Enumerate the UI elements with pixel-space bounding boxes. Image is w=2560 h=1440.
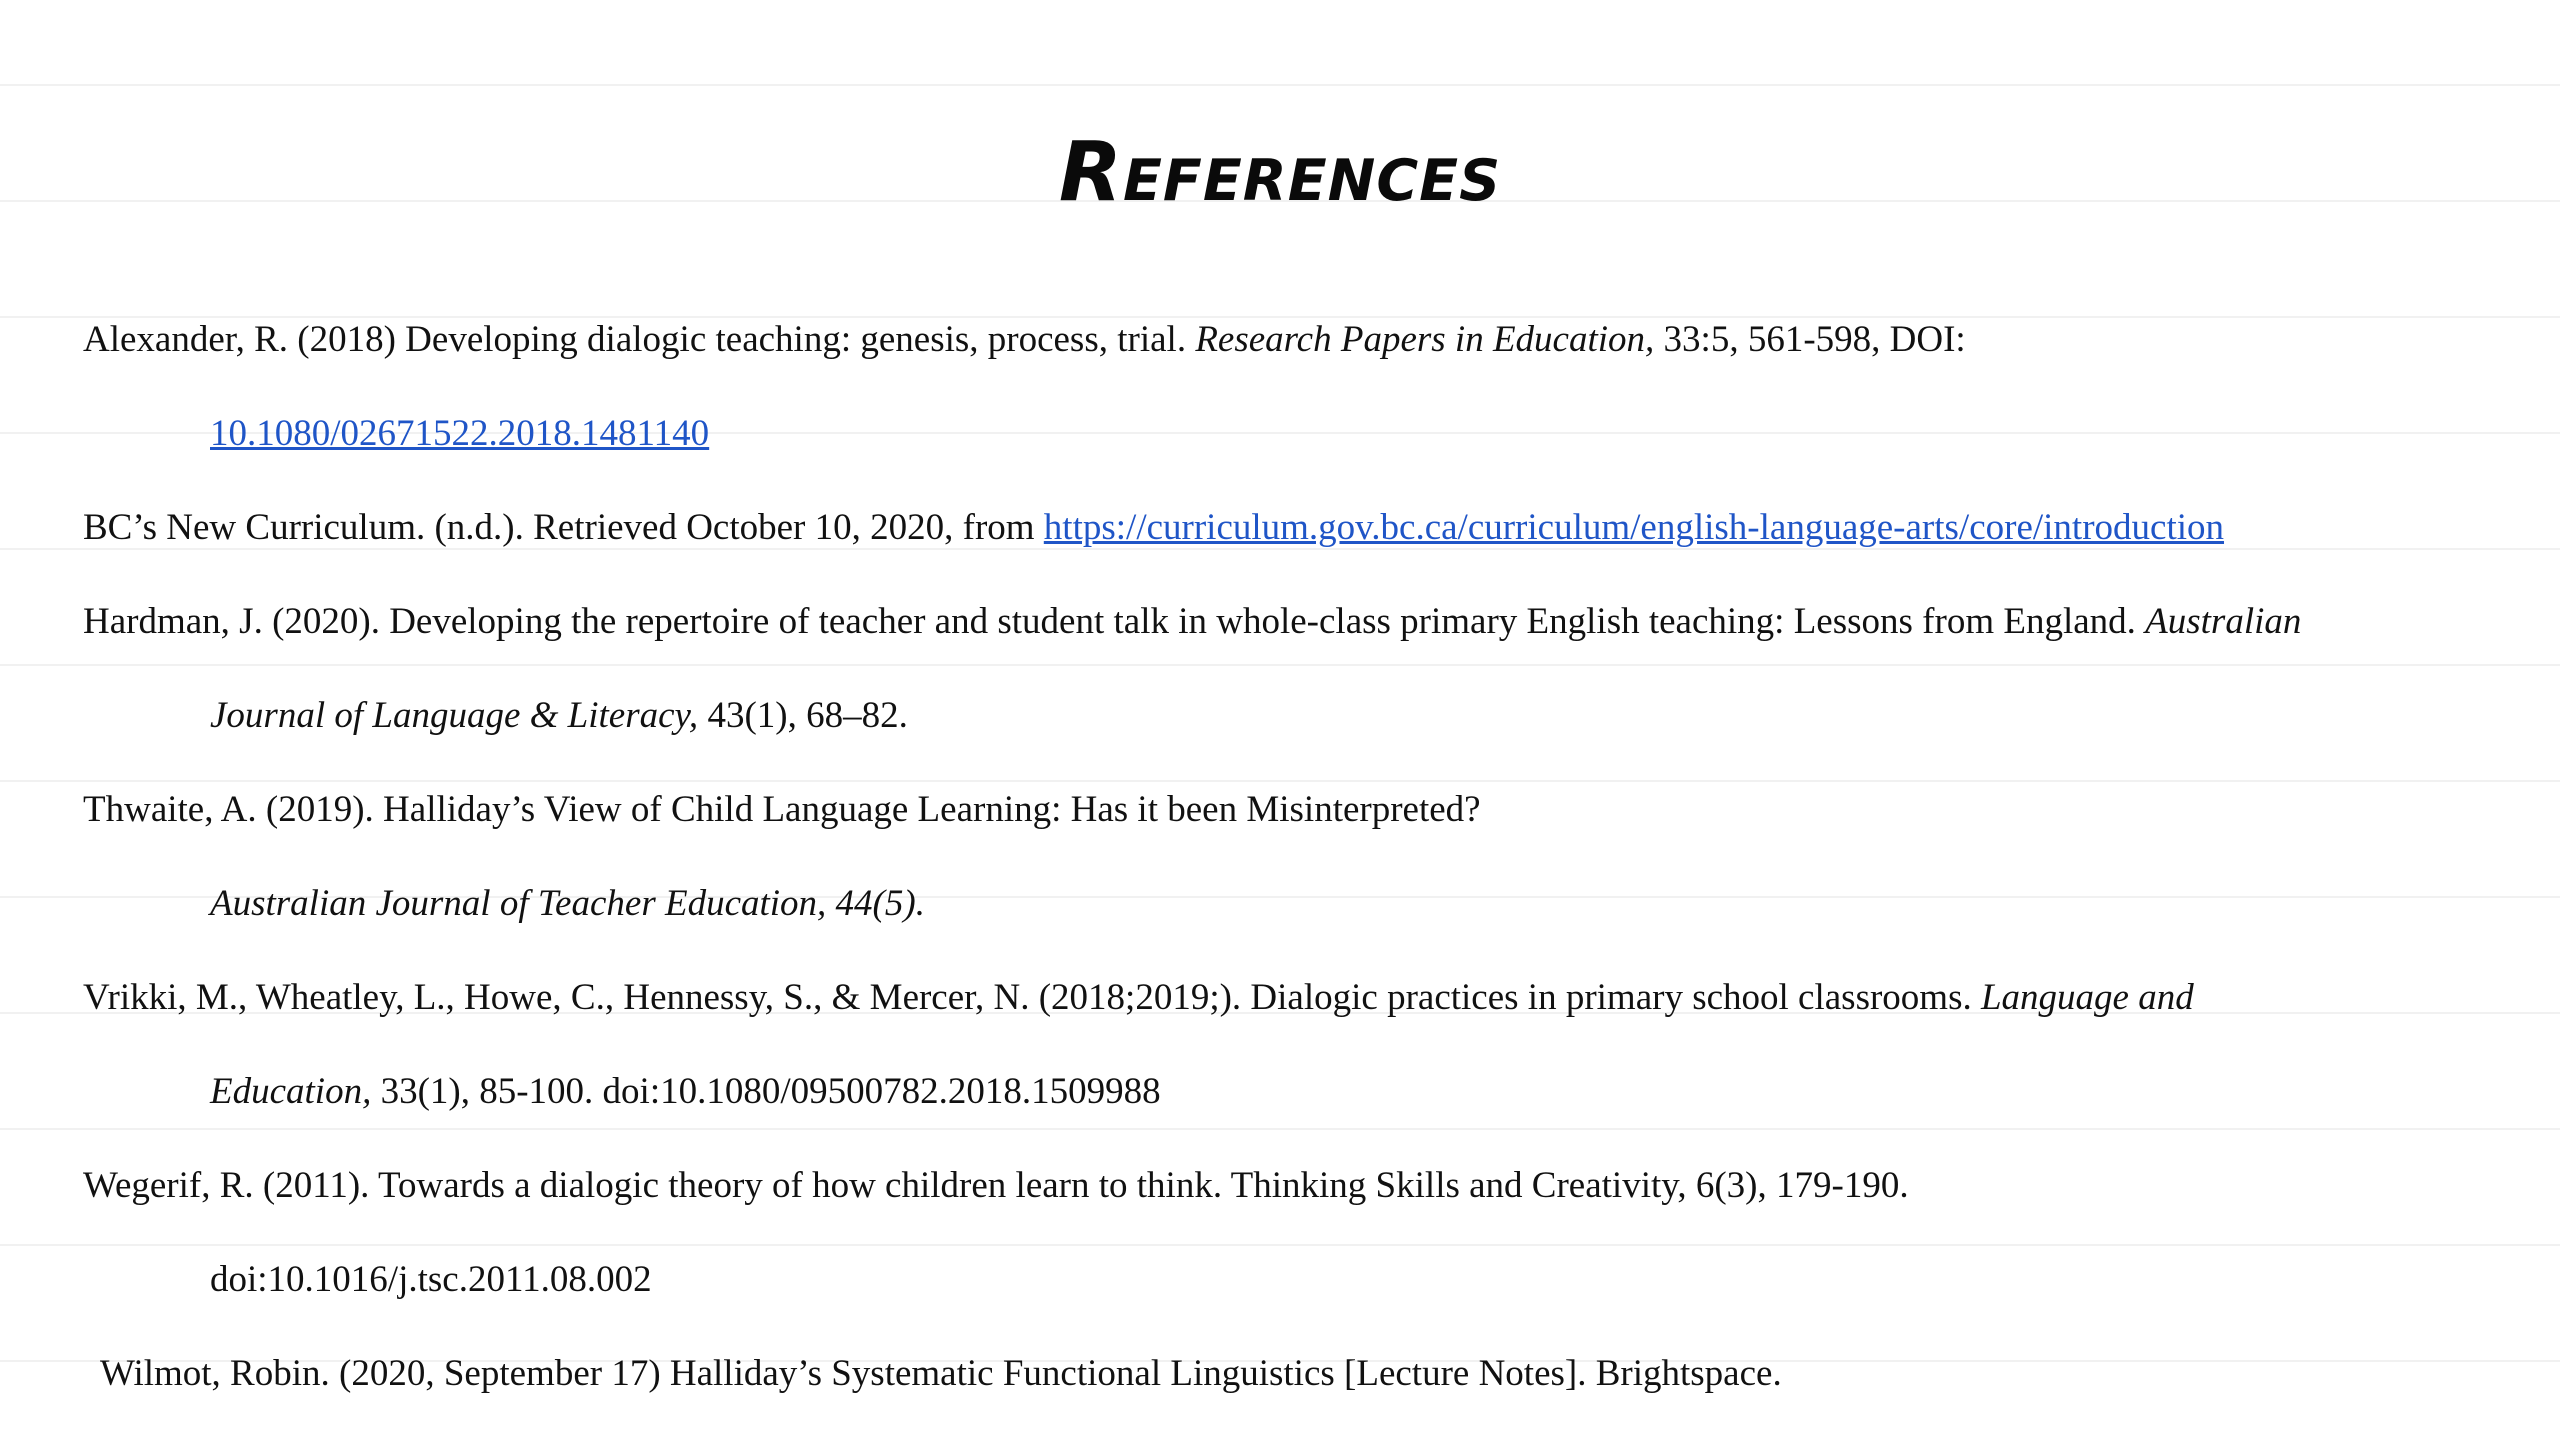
reference-alexander-line2 (210, 409, 709, 459)
reference-text: doi:10.1016/j.tsc.2011.08.002 (210, 1259, 652, 1300)
reference-text: Wilmot, Robin. (2020, September 17) Halliday’s Systematic Functional Linguistics [Lecture Notes]. Brightspace. (100, 1353, 1782, 1394)
reference-text: BC’s New Curriculum. (n.d.). Retrieved October 10, 2020, from (83, 507, 1044, 548)
reference-alexander-line1 (83, 315, 1966, 365)
reference-text: Wegerif, R. (2011). Towards a dialogic theory of how children learn to think. Thinking Skills and Creativity, 6(3), 179-190. (83, 1165, 1909, 1206)
reference-journal: Education, (210, 1071, 372, 1112)
reference-hardman-line2 (210, 691, 908, 741)
curriculum-url-link[interactable]: https://curriculum.gov.bc.ca/curriculum/english-language-arts/core/introduction (1043, 507, 2225, 548)
doi-link-alexander[interactable]: 10.1080/02671522.2018.1481140 (210, 413, 710, 454)
reference-text: 43(1), 68–82. (698, 695, 908, 736)
reference-journal: Research Papers in Education, (1195, 319, 1655, 360)
ruled-line (0, 1128, 2560, 1130)
ruled-line (0, 664, 2560, 666)
reference-bc-curriculum (83, 503, 2224, 553)
reference-vrikki-line1 (83, 973, 2194, 1023)
reference-text: 33(1), 85-100. doi:10.1080/09500782.2018.1509988 (371, 1071, 1161, 1112)
reference-wegerif-line1 (83, 1161, 1909, 1211)
reference-thwaite-line2 (210, 879, 925, 929)
reference-text: 33:5, 561-598, DOI: (1654, 319, 1966, 360)
reference-hardman-line1 (83, 597, 2301, 647)
reference-wilmot (100, 1349, 1782, 1399)
reference-journal: Language and (1980, 977, 2194, 1018)
reference-wegerif-line2 (210, 1255, 652, 1305)
reference-journal: Australian Journal of Teacher Education, 44(5). (210, 883, 925, 924)
ruled-line (0, 1244, 2560, 1246)
page-title: References (1058, 125, 1502, 220)
ruled-line (0, 84, 2560, 86)
reference-journal: Journal of Language & Literacy, (210, 695, 699, 736)
reference-text: Hardman, J. (2020). Developing the repertoire of teacher and student talk in whole-class primary English teaching: Lessons from England. (83, 601, 2146, 642)
reference-text: Vrikki, M., Wheatley, L., Howe, C., Hennessy, S., & Mercer, N. (2018;2019;). Dialogic practices in primary school classrooms. (83, 977, 1981, 1018)
ruled-line (0, 780, 2560, 782)
reference-text: Thwaite, A. (2019). Halliday’s View of Child Language Learning: Has it been Misinterpreted? (83, 789, 1481, 830)
reference-thwaite-line1 (83, 785, 1481, 835)
reference-text: Alexander, R. (2018) Developing dialogic teaching: genesis, process, trial. (83, 319, 1196, 360)
reference-vrikki-line2 (210, 1067, 1161, 1117)
reference-journal: Australian (2145, 601, 2302, 642)
